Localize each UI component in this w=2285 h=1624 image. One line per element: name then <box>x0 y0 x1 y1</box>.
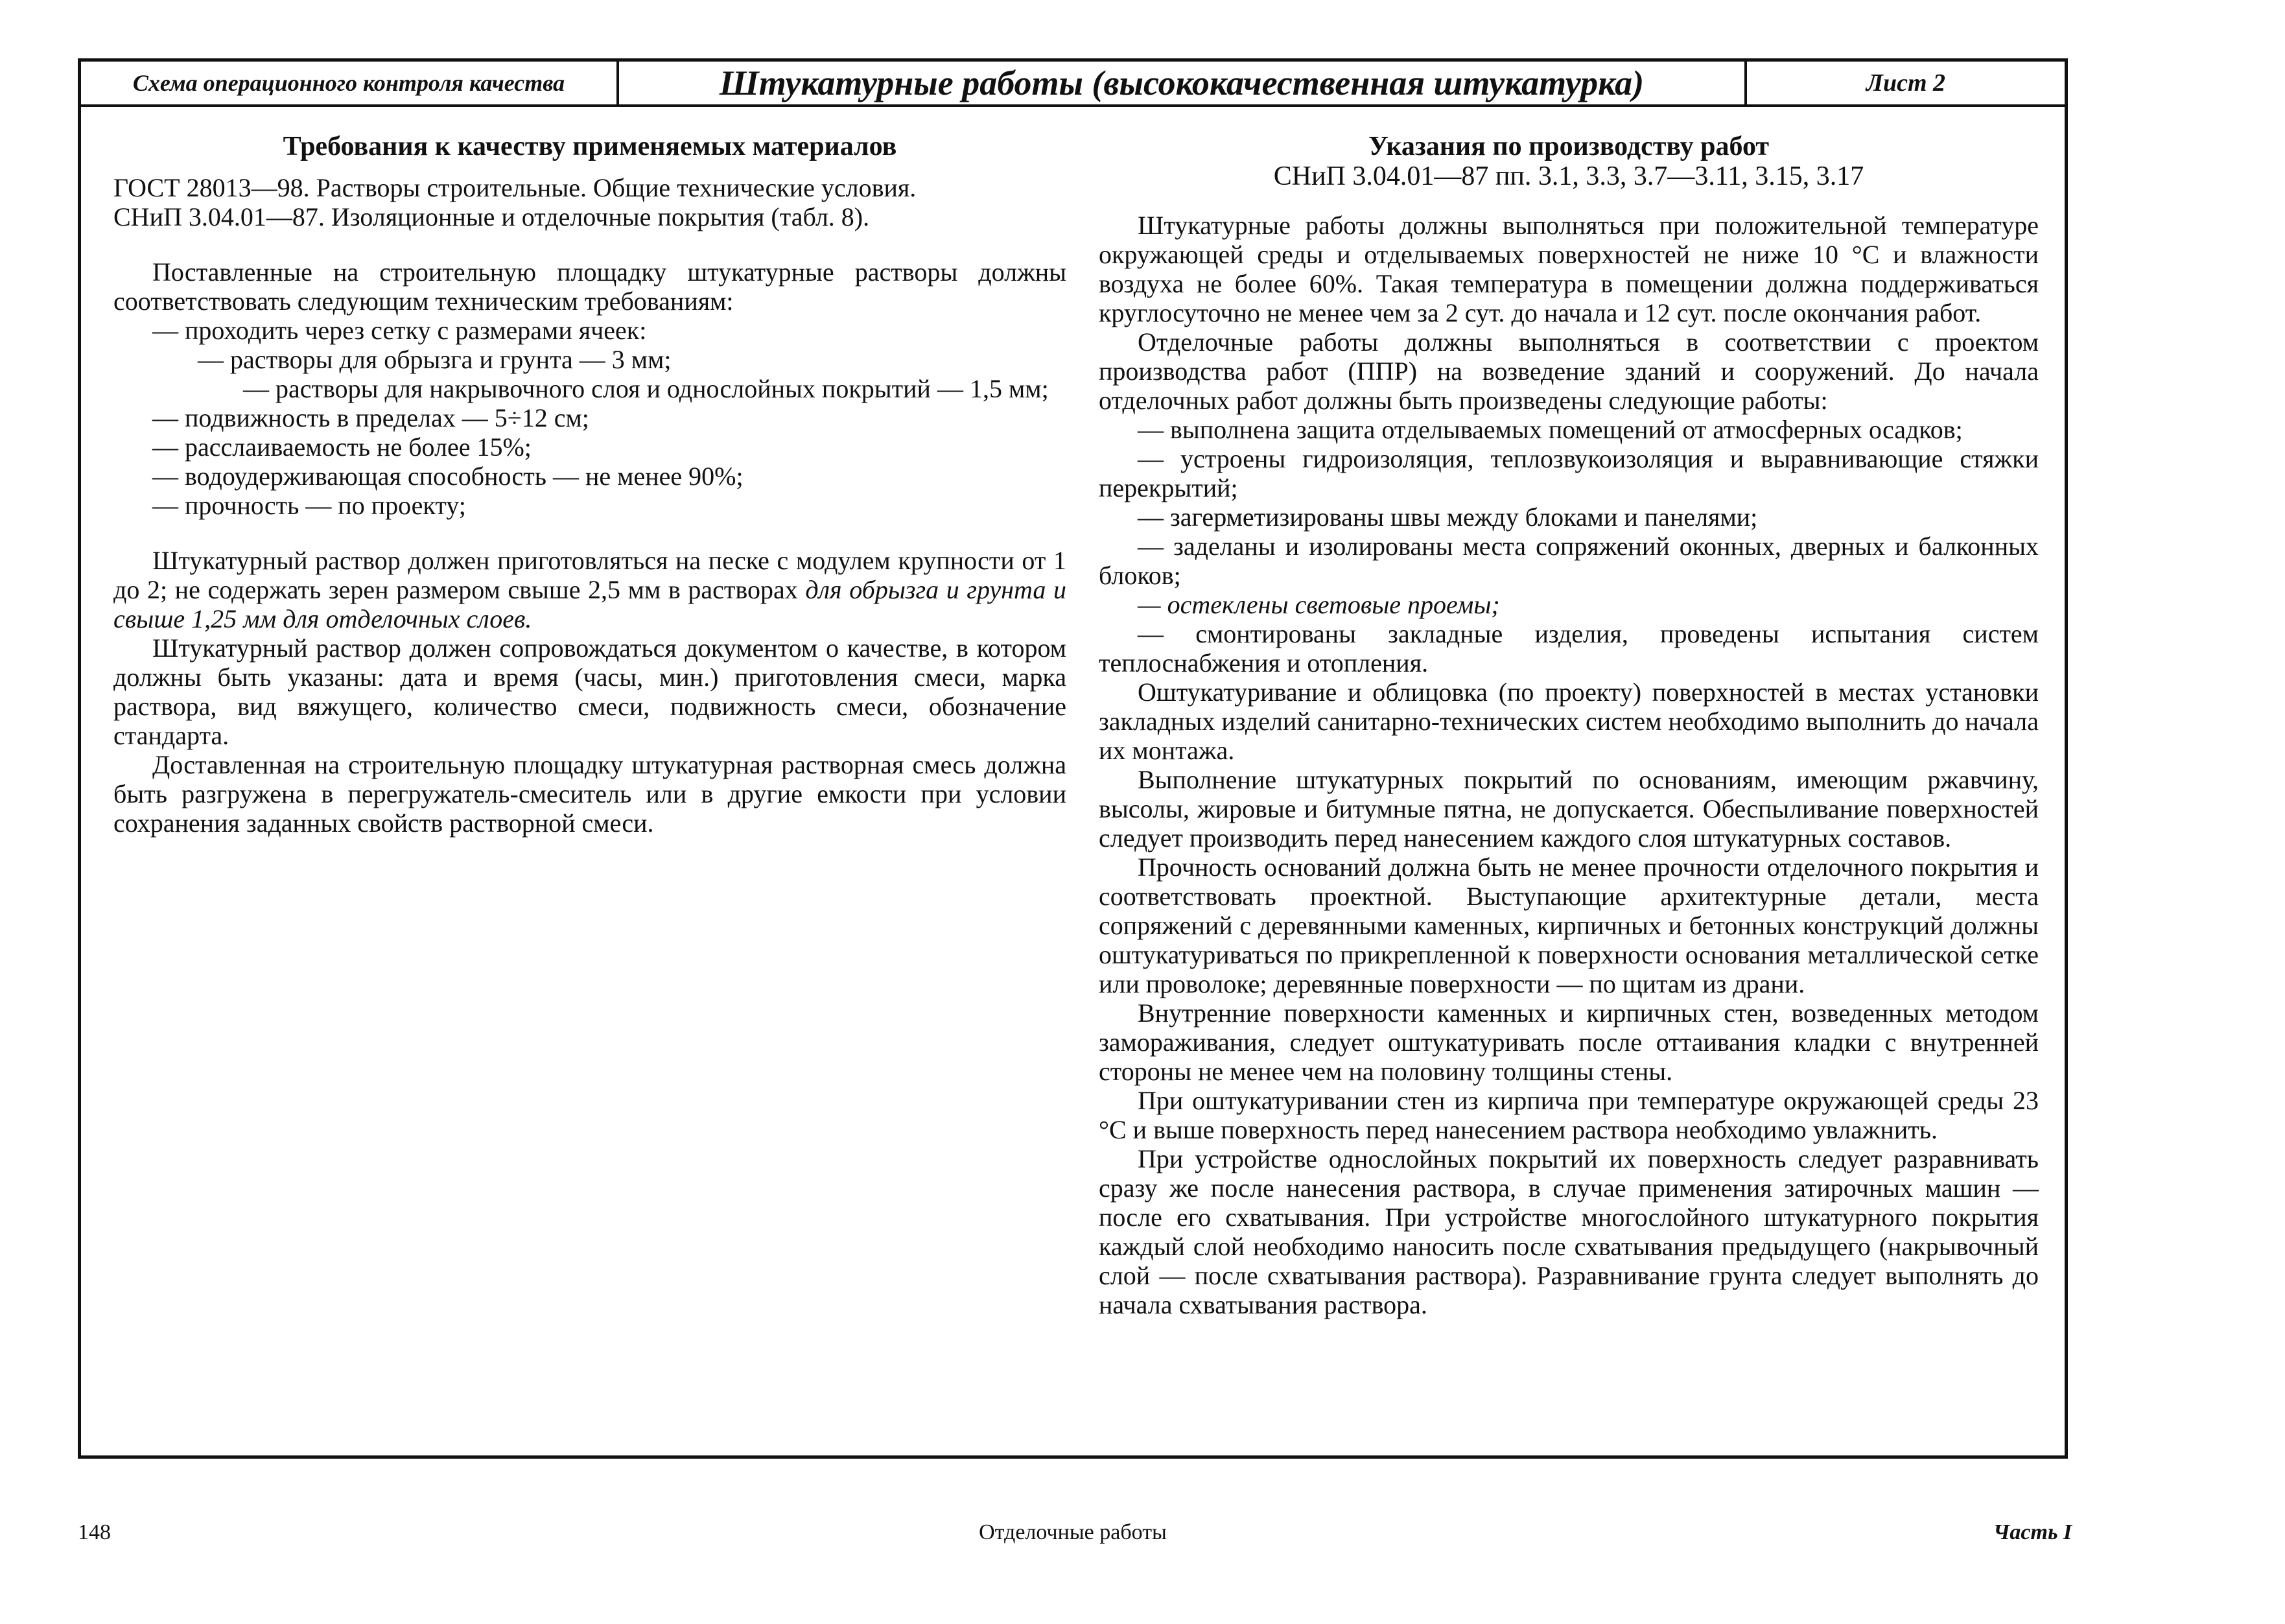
req-delamination: — расслаиваемость не более 15%; <box>152 432 532 462</box>
req-strength: — прочность — по проекту; <box>152 491 466 520</box>
para-rust: Выполнение штукатурных покрытий по основаниям, имеющим ржавчину, высолы, жировые и битумные пятна, не допускается. Обеспыливание поверхностей следует производить перед нанесением каждого слоя штукатурных составов. <box>1099 765 2039 853</box>
req-sieve-a: — растворы для обрызга и грунта — 3 мм; <box>198 345 672 374</box>
work-glazing-text: — остеклены световые проемы; <box>1138 590 1500 619</box>
instructions-heading: Указания по производству работ <box>1368 132 1770 161</box>
header-scheme-title: Схема операционного контроля качества <box>81 62 619 104</box>
work-seams: — загерметизированы швы между блоками и панелями; <box>1138 502 1758 532</box>
header-row <box>81 62 2065 107</box>
para-delivery: Доставленная на строительную площадку штукатурная растворная смесь должна быть разгружена в перегружатель-смеситель или в другие емкости при условии сохранения заданных свойств растворной смеси. <box>113 750 1066 838</box>
header-main-title: Штукатурные работы (высококачественная штукатурка) <box>619 62 1747 104</box>
req-mobility: — подвижность в пределах — 5÷12 см; <box>152 403 589 432</box>
footer-part: Часть I <box>1993 1520 2072 1544</box>
para-base-strength: Прочность оснований должна быть не менее прочности отделочного покрытия и соответствовать проектной. Выступающие архитектурные детали, места сопряжений с деревянными каменных, кирпичных и бетонных конструкций должны оштукатуриваться по прикрепленной к поверхности основания металлической сетке или проволоке; деревянные поверхности — по щитам из драни. <box>1099 853 2039 998</box>
para-levelling: При устройстве однослойных покрытий их поверхность следует разравнивать сразу же после нанесения раствора, в случае применения затирочных машин — после его схватывания. При устройстве многослойного штукатурного покрытия каждый слой необходимо наносить после схватывания предыдущего (накрывочный слой — после схватывания раствора). Разравнивание грунта следует выполнять до начала схватывания раствора. <box>1099 1144 2039 1319</box>
req-water-retention: — водоудерживающая способность — не менее 90%; <box>152 462 744 491</box>
ref-gost: ГОСТ 28013—98. Растворы строительные. Общие технические условия. <box>113 173 917 202</box>
work-protection: — выполнена защита отделываемых помещений от атмосферных осадков; <box>1138 415 1963 444</box>
para-project: Отделочные работы должны выполняться в соответствии с проектом производства работ (ППР) на возведение зданий и сооружений. До начала отделочных работ должны быть произведены следующие работы: <box>1099 327 2039 415</box>
work-junctions: — заделаны и изолированы места сопряжений оконных, дверных и балконных блоков; <box>1099 532 2039 590</box>
page-frame <box>78 58 2068 1459</box>
para-temperature: Штукатурные работы должны выполняться при положительной температуре окружающей среды и отделываемых поверхностей не ниже 10 °С и влажности воздуха не более 60%. Такая температура в помещении должна поддерживаться круглосуточно не менее чем за 2 сут. до начала и 12 сут. после окончания работ. <box>1099 211 2039 327</box>
para-quality-document: Штукатурный раствор должен сопровождаться документом о качестве, в котором должны быть указаны: дата и время (часы, мин.) приготовления смеси, марка раствора, вид вяжущего, количество смеси, подвижность смеси, обозначение стандарта. <box>113 633 1066 750</box>
para-moisten: При оштукатуривании стен из кирпича при температуре окружающей среды 23 °С и выше поверхность перед нанесением раствора необходимо увлажнить. <box>1099 1086 2039 1144</box>
header-sheet-number: Лист 2 <box>1866 69 1946 97</box>
para-sand <box>113 546 1066 633</box>
req-sieve-b: — растворы для накрывочного слоя и однослойных покрытий — 1,5 мм; <box>243 374 1049 403</box>
left-column <box>113 132 1066 838</box>
para-sand-italic: для обрызга и грунта и свыше 1,25 мм для отделочных слоев. <box>113 575 1066 633</box>
right-column <box>1099 132 2039 1319</box>
ref-snip: СНиП 3.04.01—87. Изоляционные и отделочные покрытия (табл. 8). <box>113 202 870 231</box>
footer-section: Отделочные работы <box>979 1520 1167 1544</box>
page-number: 148 <box>78 1520 111 1544</box>
instructions-subheading: СНиП 3.04.01—87 пп. 3.1, 3.3, 3.7—3.11, 3.15, 3.17 <box>1273 161 1864 191</box>
para-freezing: Внутренние поверхности каменных и кирпичных стен, возведенных методом замораживания, следует оштукатуривать после оттаивания кладки с внутренней стороны не менее чем на половину толщины стены. <box>1099 998 2039 1086</box>
para-sand-text: Штукатурный раствор должен приготовляться на песке с модулем крупности от 1 до 2; не содержать зерен размером свыше 2,5 мм в растворах <box>113 546 1066 604</box>
materials-heading: Требования к качеству применяемых материалов <box>283 132 897 161</box>
req-sieve: — проходить через сетку с размерами ячеек: <box>152 316 647 345</box>
work-insulation: — устроены гидроизоляция, теплозвукоизоляция и выравнивающие стяжки перекрытий; <box>1099 444 2039 502</box>
para-sanitary: Оштукатуривание и облицовка (по проекту) поверхностей в местах установки закладных изделий санитарно-технических систем необходимо выполнить до начала их монтажа. <box>1099 677 2039 765</box>
requirements-intro: Поставленные на строительную площадку штукатурные растворы должны соответствовать следующим техническим требованиям: <box>113 257 1066 316</box>
work-embedded: — смонтированы закладные изделия, проведены испытания систем теплоснабжения и отопления. <box>1099 619 2039 677</box>
work-glazing <box>1099 590 2039 619</box>
